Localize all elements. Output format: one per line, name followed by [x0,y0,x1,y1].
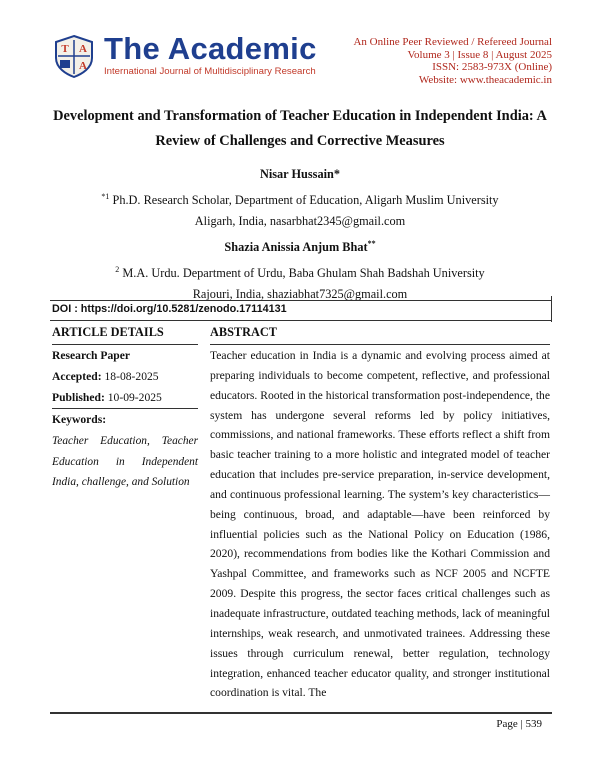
journal-logo [52,34,96,78]
published-value: 10-09-2025 [107,391,162,404]
article-details [52,325,198,493]
author2-affiliation-line1 [52,259,548,285]
doi-side-rule [551,296,552,322]
paper-title-line1: Development and Transformation of Teacher Education in Independent India: A [53,108,547,124]
accepted-label: Accepted: [52,370,102,383]
author1-affil1-text: Ph.D. Research Scholar, Department of Education, Aligarh Muslim University [112,192,499,207]
doi-bottom-rule [50,320,552,321]
abstract-heading: ABSTRACT [210,325,277,339]
logo-letter-2: A [79,43,87,55]
accepted-value: 18-08-2025 [104,370,159,383]
journal-website[interactable]: Website: www.theacademic.in [418,73,552,86]
brand-block [104,32,317,77]
keywords-text: Teacher Education, Teacher Education in Independent India, challenge, and Solution [52,435,198,489]
author2-name-sup: ** [367,238,376,248]
accepted-date [52,366,198,387]
keywords-label: Keywords: [52,413,107,426]
journal-info [353,36,552,86]
footer-rule [50,712,552,714]
author1-name: Nisar Hussain* [259,167,341,181]
page-number: Page | 539 [496,718,542,730]
journal-issn: ISSN: 2583-973X (Online) [432,61,552,73]
published-label: Published: [52,391,105,404]
article-details-heading: ARTICLE DETAILS [52,325,164,339]
journal-peer-review: An Online Peer Reviewed / Refereed Journal [353,36,552,48]
author2-sup: 2 [115,264,120,274]
paper-title-line2: Review of Challenges and Corrective Measures [155,133,445,149]
paper-title [52,104,548,154]
authors-block [52,164,548,306]
doi-link[interactable]: DOI : https://doi.org/10.5281/zenodo.17114131 [52,303,287,315]
article-type: Research Paper [52,349,131,362]
author2-affil1-text: M.A. Urdu. Department of Urdu, Baba Ghulam Shah Badshah University [122,265,485,280]
author2-affiliation-line2[interactable]: Rajouri, India, shaziabhat7325@gmail.com [192,287,408,302]
logo-letter-3: A [79,60,87,72]
author1-affiliation-line1 [52,186,548,212]
doi-top-rule [50,300,552,301]
abstract-text: Teacher education in India is a dynamic and evolving process aimed at preparing individuals to become competent, reflective, and professional educators. Rooted in the historical transformation post-independence, the system has undergone several reforms led by policy initiatives, commissions, and national frameworks. These efforts reflect a shift from basic teacher training to a more holistic and integrated model of teacher education that includes pre-service preparation, in-service development, and continuous professional learning. The system’s key characteristics—being continuous, broad, and adaptable—have been reinforced by influential policies such as the National Policy on Education (1986, 2020), recommendations from bodies like the Kothari Commission and Yashpal Committee, and frameworks such as NCF 2005 and NCFTE 2009. Despite this progress, the sector faces critical challenges such as inadequate infrastructure, outdated teaching methods, lack of meaningful internships, weak research, and unmotivated trainees. Addressing these issues through curriculum renewal, better regulation, technology integration, enhanced teacher educator quality, and stronger institutional coordination is vital. The [210,349,550,700]
published-date [52,387,198,408]
brand-subtitle: International Journal of Multidisciplinary Research [104,66,316,77]
abstract-rule [210,344,550,345]
brand-title: The Academic [104,31,317,66]
author2-name-row [52,233,548,259]
logo-letter-1: T [61,43,69,55]
author1-affiliation-line2[interactable]: Aligarh, India, nasarbhat2345@gmail.com [194,214,406,229]
journal-volume: Volume 3 | Issue 8 | August 2025 [407,48,552,61]
author1-sup: *1 [101,191,110,201]
author2-name: Shazia Anissia Anjum Bhat [224,239,368,254]
abstract-section [210,325,550,703]
